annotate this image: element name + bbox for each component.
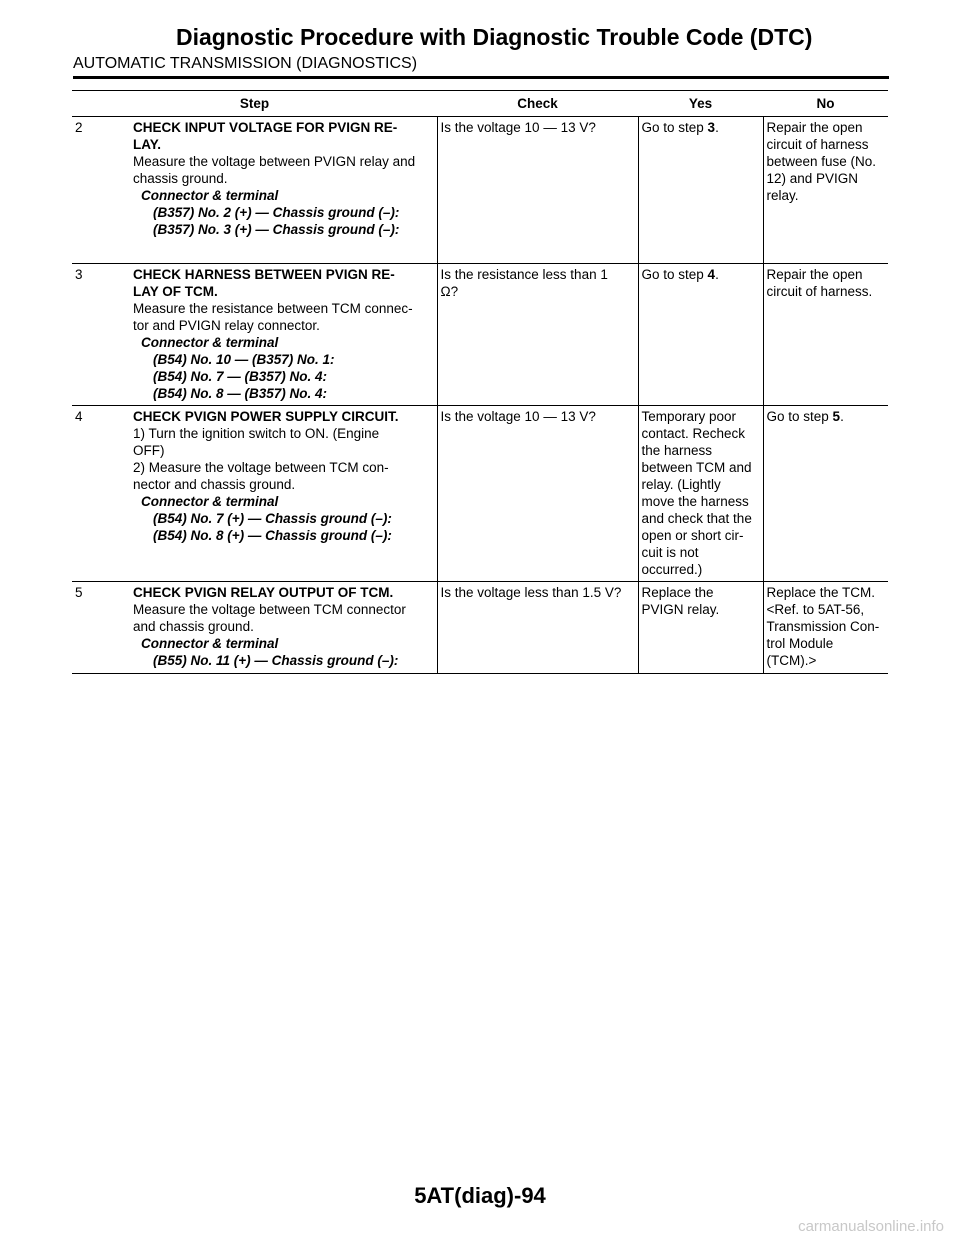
check-text: Is the voltage less than 1.5 V? — [440, 585, 622, 600]
yes-text: Go to step — [641, 120, 708, 135]
reference-link[interactable]: Transmission Con- — [766, 619, 880, 634]
connector-terminal-line: (B54) No. 10 — (B357) No. 1: — [153, 352, 335, 367]
step-body-line: 1) Turn the ignition switch to ON. (Engine — [133, 426, 380, 441]
yes-text-line: occurred.) — [641, 562, 703, 577]
table-row — [72, 264, 888, 406]
step-body-line: 2) Measure the voltage between TCM con- — [133, 460, 389, 475]
reference-link[interactable]: <Ref. to 5AT-56, — [766, 602, 865, 617]
yes-text-line: cuit is not — [641, 545, 699, 560]
connector-terminal-line: (B54) No. 8 — (B357) No. 4: — [153, 386, 328, 401]
yes-cell — [638, 406, 763, 582]
no-text-line: circuit of harness. — [766, 284, 873, 299]
no-text-line: Replace the TCM. — [766, 585, 876, 600]
step-cell — [72, 582, 437, 674]
step-ref: 3 — [707, 120, 716, 135]
step-title-line: CHECK PVIGN POWER SUPPLY CIRCUIT. — [133, 409, 399, 424]
step-body-line: OFF) — [133, 443, 165, 458]
no-cell — [763, 117, 888, 264]
table-header-row — [72, 91, 888, 117]
step-cell — [72, 117, 437, 264]
connector-terminal-line: (B54) No. 8 (+) — Chassis ground (–): — [153, 528, 392, 543]
yes-text-line: Temporary poor — [641, 409, 737, 424]
step-title-line: CHECK INPUT VOLTAGE FOR PVIGN RE- — [133, 120, 398, 135]
yes-cell — [638, 582, 763, 674]
connector-terminal-heading: Connector & terminal — [141, 636, 279, 651]
no-text-line: Repair the open — [766, 120, 863, 135]
connector-terminal-heading: Connector & terminal — [141, 335, 279, 350]
check-cell — [437, 117, 638, 264]
no-text-line: between fuse (No. — [766, 154, 877, 169]
table-row — [72, 117, 888, 264]
connector-terminal-line: (B54) No. 7 (+) — Chassis ground (–): — [153, 511, 392, 526]
yes-text-line: contact. Recheck — [641, 426, 746, 441]
step-ref: 5 — [832, 409, 841, 424]
step-title-line: CHECK PVIGN RELAY OUTPUT OF TCM. — [133, 585, 394, 600]
step-body-line: Measure the voltage between TCM connector — [133, 602, 406, 617]
no-cell: Go to step 5. — [763, 406, 888, 582]
check-text-line: Ω? — [440, 284, 459, 299]
connector-terminal-heading: Connector & terminal — [141, 494, 279, 509]
no-text-line: circuit of harness — [766, 137, 869, 152]
header-rule — [73, 76, 889, 79]
yes-cell: Go to step 3. — [638, 117, 763, 264]
step-number: 4 — [75, 409, 83, 424]
no-text: Go to step — [766, 409, 833, 424]
check-cell — [437, 582, 638, 674]
yes-text-line: open or short cir- — [641, 528, 744, 543]
check-text-line: Is the resistance less than 1 — [440, 267, 608, 282]
section-subtitle: AUTOMATIC TRANSMISSION (DIAGNOSTICS) — [73, 55, 418, 72]
yes-text-line: the harness — [641, 443, 713, 458]
step-cell — [72, 264, 437, 406]
yes-text-line: relay. (Lightly — [641, 477, 721, 492]
connector-terminal-line: (B357) No. 3 (+) — Chassis ground (–): — [153, 222, 400, 237]
page-title: Diagnostic Procedure with Diagnostic Trouble Code (DTC) — [176, 24, 813, 50]
connector-terminal-line: (B357) No. 2 (+) — Chassis ground (–): — [153, 205, 400, 220]
check-cell — [437, 264, 638, 406]
column-header-no: No — [763, 91, 888, 117]
diagnostic-table — [72, 90, 888, 674]
table-row — [72, 582, 888, 674]
check-text: Is the voltage 10 — 13 V? — [440, 409, 596, 424]
yes-text-line: and check that the — [641, 511, 752, 526]
yes-text: Go to step — [641, 267, 708, 282]
yes-text-line: between TCM and — [641, 460, 752, 475]
step-body-line: Measure the voltage between PVIGN relay and — [133, 154, 416, 169]
step-number: 5 — [75, 585, 83, 600]
yes-cell: Go to step 4. — [638, 264, 763, 406]
watermark: carmanualsonline.info — [798, 1218, 944, 1235]
step-body-line: and chassis ground. — [133, 619, 254, 634]
step-body-line: chassis ground. — [133, 171, 228, 186]
no-text-line: Repair the open — [766, 267, 863, 282]
check-cell — [437, 406, 638, 582]
page-number: 5AT(diag)-94 — [414, 1183, 546, 1208]
column-header-step: Step — [72, 91, 437, 117]
step-body-line: Measure the resistance between TCM connec- — [133, 301, 413, 316]
step-cell — [72, 406, 437, 582]
yes-text-line: Replace the — [641, 585, 714, 600]
step-ref: 4 — [707, 267, 716, 282]
connector-terminal-line: (B55) No. 11 (+) — Chassis ground (–): — [153, 653, 399, 668]
column-header-yes: Yes — [638, 91, 763, 117]
no-cell — [763, 582, 888, 674]
reference-link[interactable]: (TCM).> — [766, 653, 817, 668]
table-row — [72, 406, 888, 582]
yes-text-line: move the harness — [641, 494, 749, 509]
column-header-check: Check — [437, 91, 638, 117]
step-body-line: tor and PVIGN relay connector. — [133, 318, 320, 333]
step-title-line: LAY. — [133, 137, 162, 152]
check-text: Is the voltage 10 — 13 V? — [440, 120, 596, 135]
step-body-line: nector and chassis ground. — [133, 477, 296, 492]
connector-terminal-heading: Connector & terminal — [141, 188, 279, 203]
step-number: 3 — [75, 267, 83, 282]
connector-terminal-line: (B54) No. 7 — (B357) No. 4: — [153, 369, 328, 384]
step-title-line: LAY OF TCM. — [133, 284, 218, 299]
no-text-line: 12) and PVIGN — [766, 171, 859, 186]
reference-link[interactable]: trol Module — [766, 636, 834, 651]
no-cell — [763, 264, 888, 406]
no-text-line: relay. — [766, 188, 799, 203]
step-number: 2 — [75, 120, 83, 135]
yes-text-line: PVIGN relay. — [641, 602, 720, 617]
step-title-line: CHECK HARNESS BETWEEN PVIGN RE- — [133, 267, 395, 282]
